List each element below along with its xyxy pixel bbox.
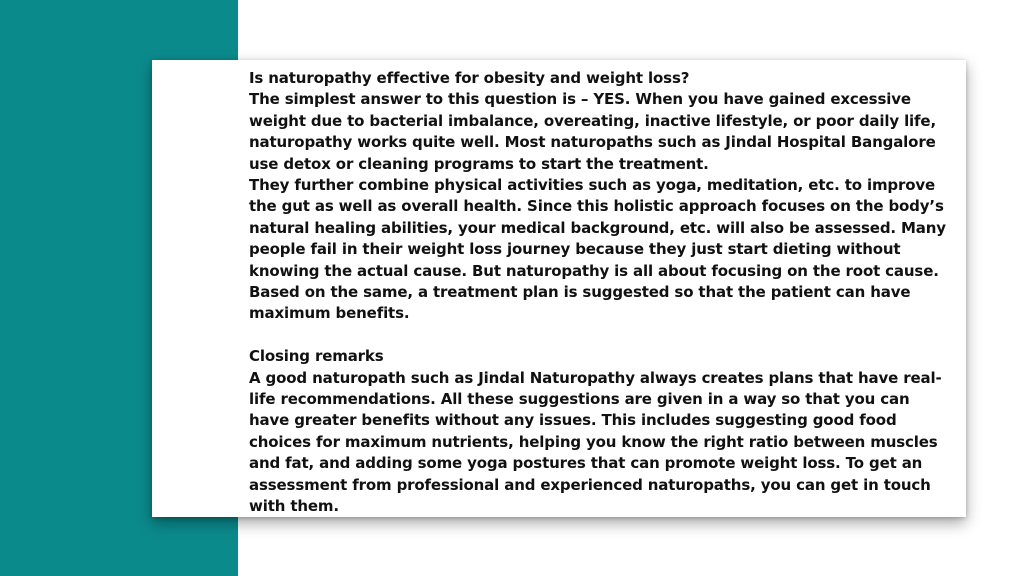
paragraph-closing: A good naturopath such as Jindal Naturopathy always creates plans that have real-life recommendations. All these suggestions are given in a way so that you can have greater benefits without any issues. This includes suggesting good food choices for maximum nutrients, helping you know the right ratio between muscles and fat, and adding some yoga postures that can promote weight loss. To get an assessment from professional and experienced naturopaths, you can get in touch with them. — [249, 368, 942, 516]
paragraph-physical-activities: They further combine physical activities such as yoga, meditation, etc. to improve the gut as well as overall health. Since this holistic approach focuses on the body’s natural healing abilities, your medical background, etc. will also be assessed. Many people fail in their weight loss journey because they just start dieting without knowing the actual cause. But naturopathy is all about focusing on the root cause. Based on the same, a treatment plan is suggested so that the patient can have maximum benefits. — [249, 176, 946, 323]
paragraph-simplest-answer: The simplest answer to this question is – YES. When you have gained excessive weight due to bacterial imbalance, overeating, inactive lifestyle, or poor daily life, naturopathy works quite well. Most naturopaths such as Jindal Hospital Bangalore use detox or cleaning programs to start the treatment. — [249, 90, 936, 173]
section-heading-naturopathy: Is naturopathy effective for obesity and weight loss? — [249, 69, 690, 87]
paragraph-gap — [249, 325, 949, 346]
article-text — [249, 68, 949, 518]
section-heading-closing-remarks: Closing remarks — [249, 347, 384, 366]
